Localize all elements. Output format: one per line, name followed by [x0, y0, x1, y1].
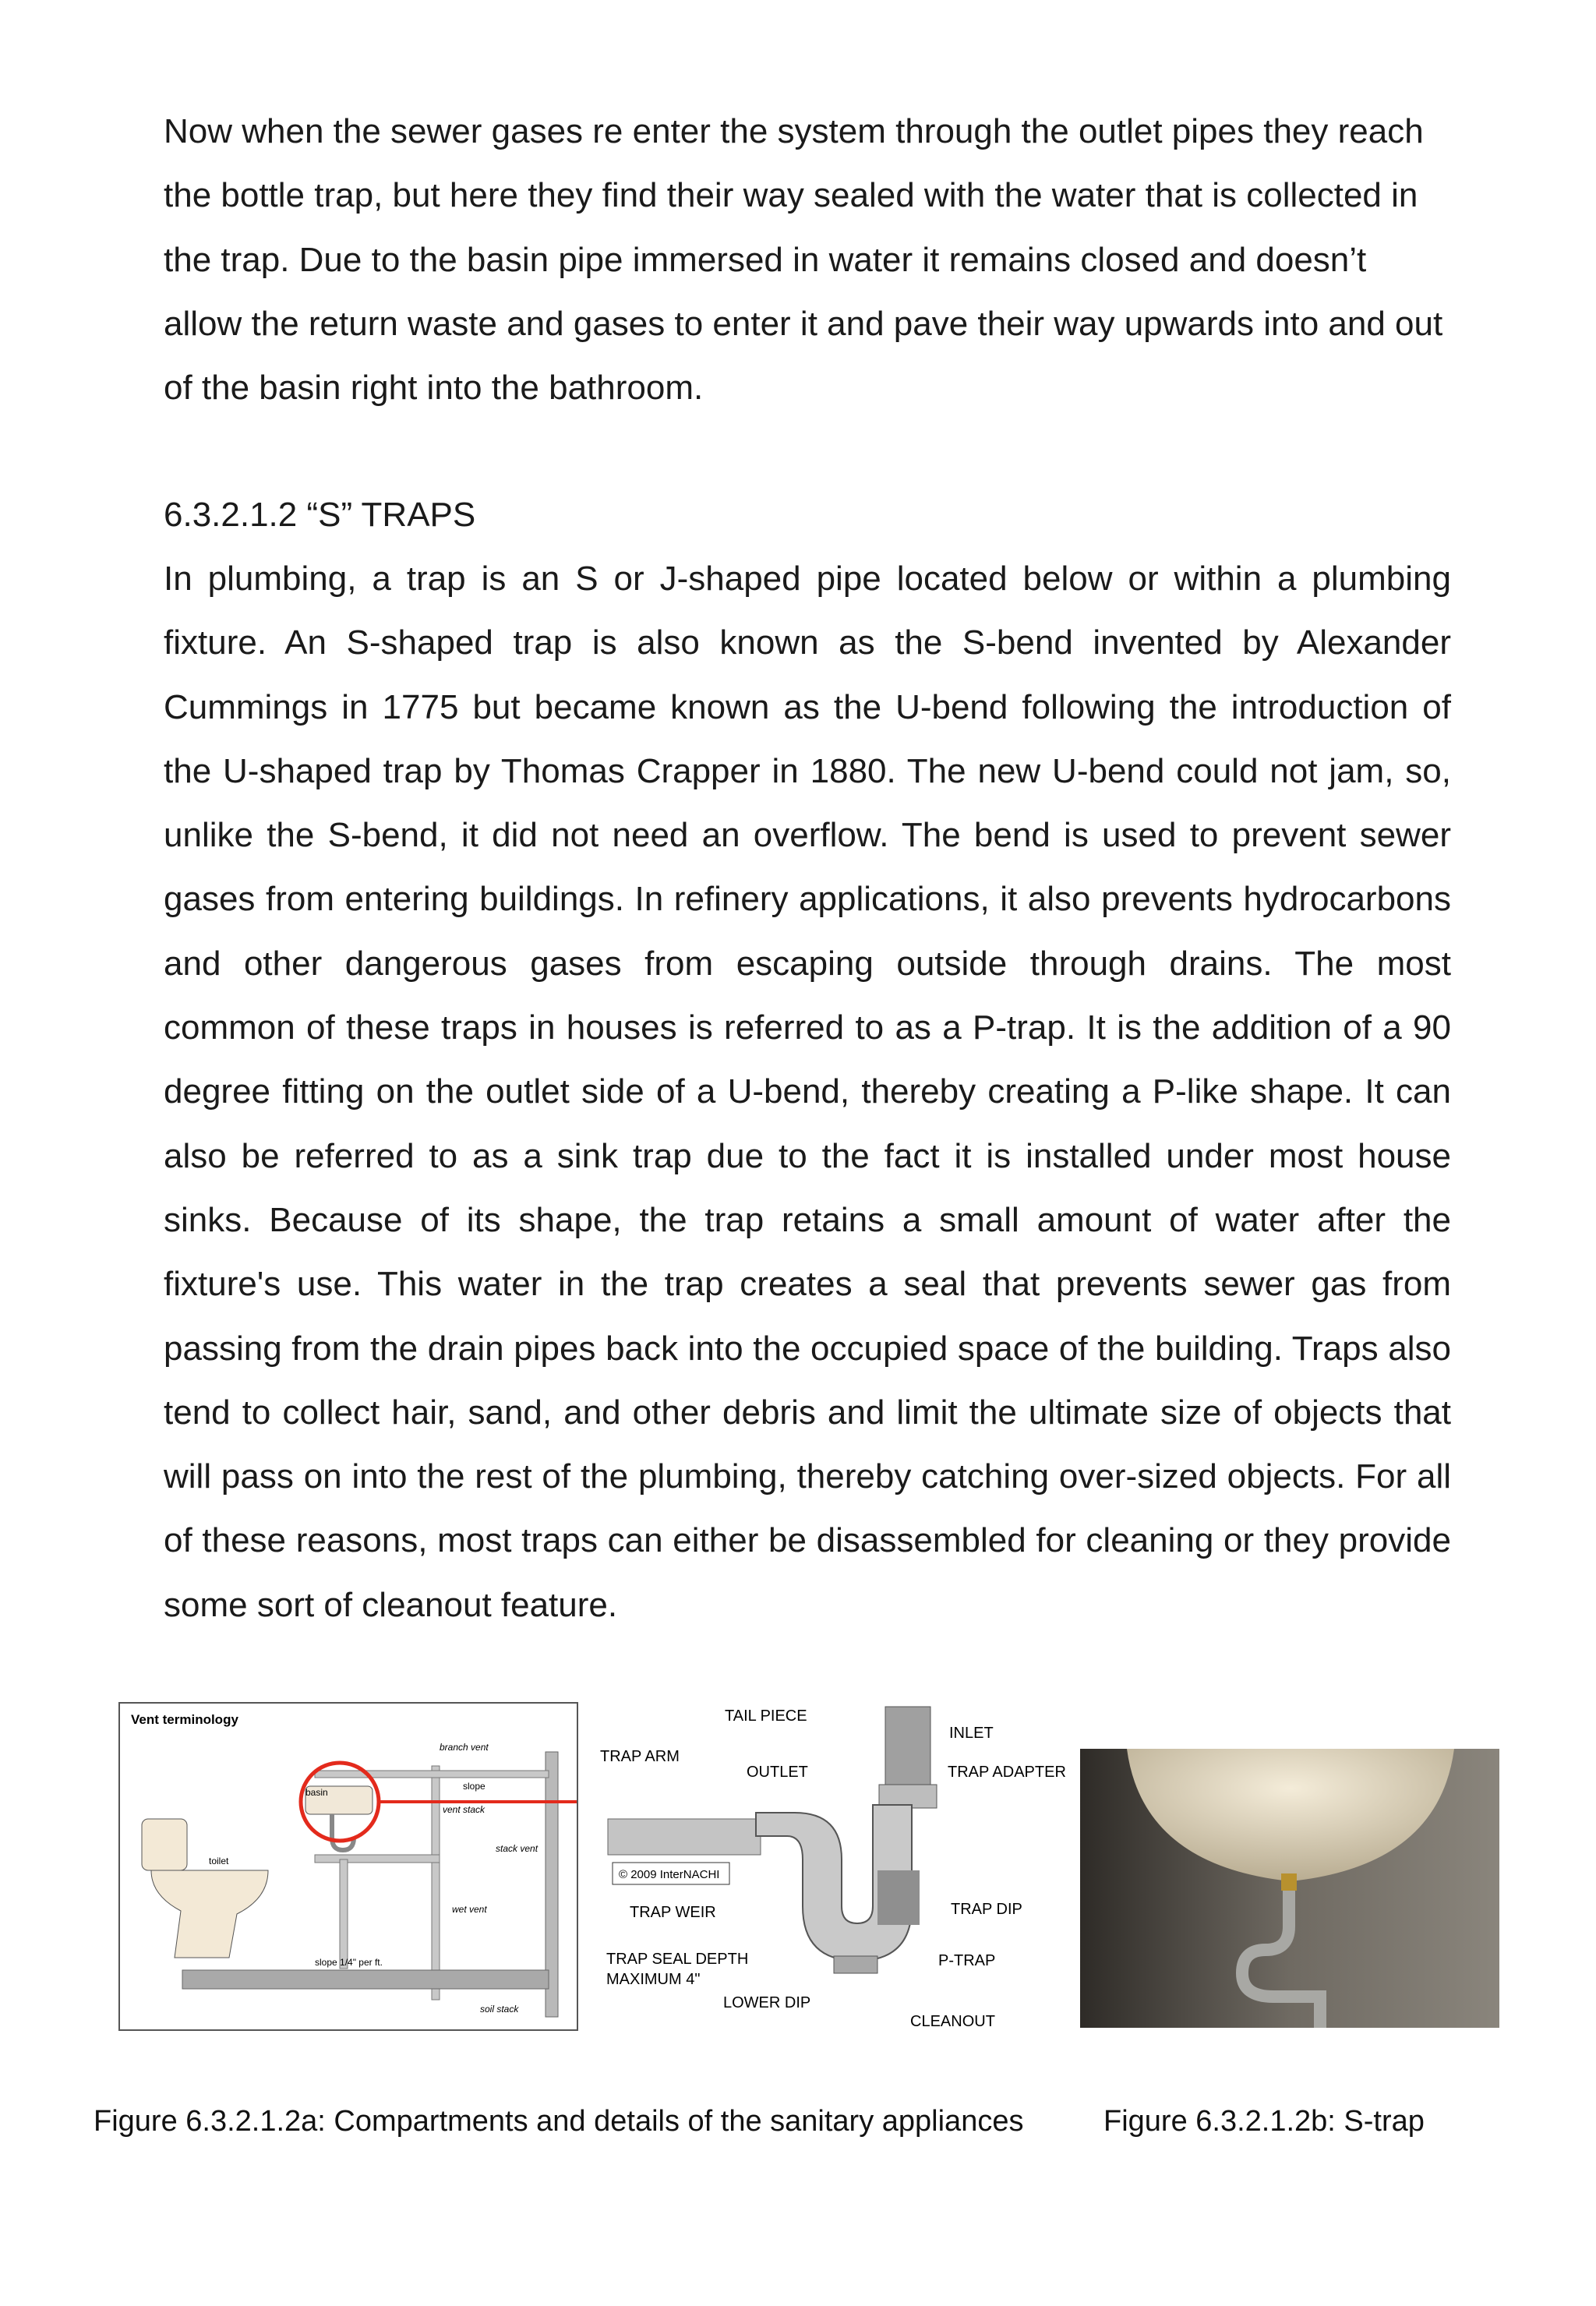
- intro-paragraph: Now when the sewer gases re enter the system through the outlet pipes they reach the bottle trap, but here they find their way sealed with the water that is collected in the trap. Due to the basin pipe immersed in water it remains closed and doesn’t allow the return waste and gases to enter it and pave their way upwards into and out of the basin right into the bathroom.: [164, 112, 1443, 408]
- vent-terminology-diagram: [118, 1702, 578, 2031]
- toilet-bowl: [151, 1870, 268, 1958]
- brass-fitting: [1281, 1873, 1297, 1891]
- label-slope-per-ft: slope 1/4" per ft.: [315, 1957, 383, 1968]
- drain-pipe: [182, 1970, 549, 1989]
- s-trap-photo-drawing: [1080, 1749, 1499, 2028]
- s-trap-photo: [1080, 1749, 1499, 2028]
- label-trap-dip: TRAP DIP: [951, 1901, 1022, 1918]
- label-branch-vent: branch vent: [440, 1742, 489, 1753]
- p-trap-diagram: [600, 1699, 1080, 2036]
- label-inlet: INLET: [949, 1725, 994, 1742]
- branch-vent-pipe: [315, 1771, 549, 1778]
- trap-water: [877, 1870, 920, 1925]
- wet-vent-pipe: [340, 1859, 348, 1969]
- label-stack-vent: stack vent: [496, 1843, 538, 1854]
- label-vent-stack: vent stack: [443, 1804, 486, 1815]
- label-lower-dip: LOWER DIP: [723, 1994, 811, 2011]
- vent-diagram-drawing: [120, 1704, 577, 2029]
- label-wet-vent: wet vent: [452, 1904, 487, 1915]
- label-cleanout: CLEANOUT: [910, 2013, 995, 2030]
- cleanout-cap: [834, 1956, 877, 1973]
- caption-figure-b: Figure 6.3.2.1.2b: S-trap: [1103, 2105, 1425, 2138]
- traps-paragraph: In plumbing, a trap is an S or J-shaped pipe located below or within a plumbing fixture. An S-shaped trap is also known as the S-bend invented by Alexander Cummings in 1775 but became known as the U-bend following the introduction of the U-shaped trap by Thomas Crapper in 1880. The new U-bend could not jam, so, unlike the S-bend, it did not need an overflow. The bend is used to prevent sewer gases from entering buildings. In refinery applications, it also prevents hydrocarbons and other dangerous gases from escaping outside through drains. The most common of these traps in houses is referred to as a P-trap. It is the addition of a 90 degree fitting on the outlet side of a U-bend, thereby creating a P-like shape. It can also be referred to as a sink trap due to the fact it is installed under most house sinks. Because of its shape, the trap retains a small amount of water after the fixture's use. This water in the trap creates a seal that prevents sewer gas from passing from the drain pipes back into the occupied space of the building. Traps also tend to collect hair, sand, and other debris and limit the ultimate size of objects that will pass on into the rest of the plumbing, thereby catching over-sized objects. For all of these reasons, most traps can either be disassembled for cleaning or they provide some sort of cleanout feature.: [164, 560, 1451, 1624]
- basin-trap: [332, 1814, 354, 1850]
- vent-title: Vent terminology: [131, 1712, 238, 1727]
- label-trap-arm: TRAP ARM: [600, 1748, 680, 1765]
- toilet-tank: [142, 1819, 187, 1870]
- caption-figure-a: Figure 6.3.2.1.2a: Compartments and details of the sanitary appliances: [94, 2105, 1024, 2138]
- tail-piece-pipe: [885, 1707, 930, 1785]
- basin-drain-pipe: [315, 1855, 440, 1863]
- label-basin: basin: [305, 1787, 328, 1798]
- section-heading: 6.3.2.1.2 “S” TRAPS: [164, 496, 476, 534]
- label-trap-seal-depth: TRAP SEAL DEPTH: [606, 1951, 749, 1968]
- p-trap-drawing: [600, 1699, 1080, 2036]
- trap-arm-pipe: [608, 1819, 761, 1855]
- label-slope: slope: [463, 1781, 486, 1792]
- label-trap-weir: TRAP WEIR: [630, 1904, 716, 1921]
- label-maximum: MAXIMUM 4": [606, 1971, 701, 1988]
- label-soil-stack: soil stack: [480, 2004, 519, 2015]
- label-tail-piece: TAIL PIECE: [725, 1707, 807, 1725]
- label-copyright: © 2009 InterNACHI: [619, 1868, 720, 1881]
- label-trap-adapter: TRAP ADAPTER: [948, 1764, 1066, 1781]
- label-outlet: OUTLET: [747, 1764, 808, 1781]
- label-p-trap: P-TRAP: [938, 1952, 996, 1969]
- label-toilet: toilet: [209, 1856, 229, 1866]
